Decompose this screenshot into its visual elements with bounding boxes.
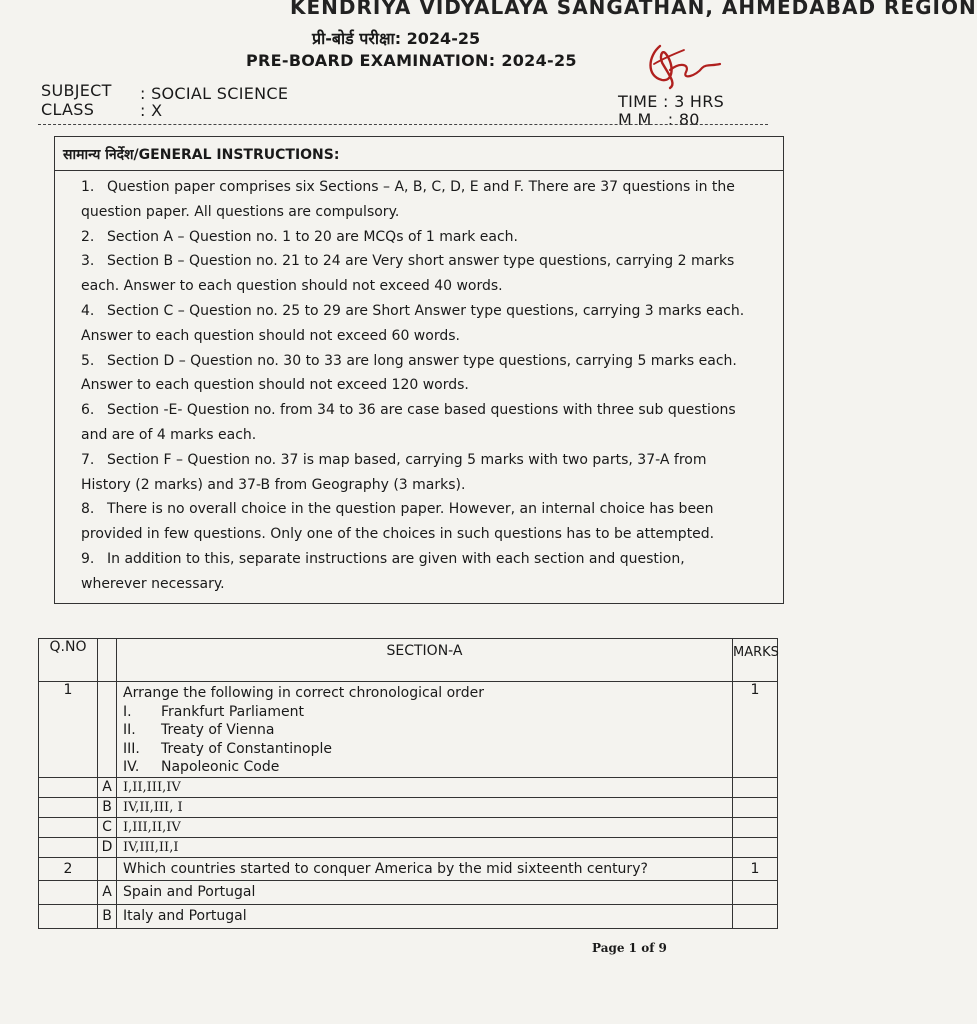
time-label: TIME : 3 HRS <box>618 92 725 111</box>
instructions-heading: सामान्य निर्देश/GENERAL INSTRUCTIONS: <box>55 137 783 171</box>
question-number: 1 <box>39 682 98 778</box>
option-text: I,II,III,IV <box>117 777 733 797</box>
section-header: SECTION-A <box>117 639 733 682</box>
option-row <box>39 797 778 817</box>
instruction-item: 2. Section A – Question no. 1 to 20 are MCQs of 1 mark each. <box>81 228 518 245</box>
list-item: II. Treaty of Vienna <box>123 722 275 738</box>
option-key: D <box>98 837 117 857</box>
exam-title: PRE-BOARD EXAMINATION: 2024-25 <box>246 51 577 70</box>
signature <box>640 36 730 92</box>
instruction-item: 7. Section F – Question no. 37 is map based, carrying 5 marks with two parts, 37-A from History (2 marks) and 37-B from Geography (3 marks). <box>81 451 707 493</box>
option-row <box>39 817 778 837</box>
marks-header: MARKS <box>733 639 778 682</box>
question-text: Arrange the following in correct chronological order I. Frankfurt Parliament II. Treaty of Vienna III. Treaty of Constantinople IV. Napoleonic Code <box>117 682 733 778</box>
max-marks: M M : 80 <box>618 110 700 129</box>
question-number: 2 <box>39 857 98 880</box>
instructions-box <box>54 136 784 604</box>
option-key: B <box>98 797 117 817</box>
option-key: C <box>98 817 117 837</box>
question-row <box>39 857 778 880</box>
class-label: CLASS <box>41 100 95 119</box>
region-header: KENDRIYA VIDYALAYA SANGATHAN, AHMEDABAD REGION <box>290 0 977 19</box>
question-row <box>39 682 778 778</box>
option-key: A <box>98 880 117 904</box>
instruction-item: 3. Section B – Question no. 21 to 24 are Very short answer type questions, carrying 2 marks each. Answer to each question should not exceed 40 words. <box>81 253 735 295</box>
subject-value: : SOCIAL SCIENCE <box>140 84 289 103</box>
instruction-item: 6. Section -E- Question no. from 34 to 36 are case based questions with three sub questions and are of 4 marks each. <box>81 402 736 443</box>
question-marks: 1 <box>733 682 778 778</box>
option-row <box>39 880 778 904</box>
option-row <box>39 904 778 928</box>
option-key: A <box>98 777 117 797</box>
question-marks: 1 <box>733 857 778 880</box>
instruction-item: 4. Section C – Question no. 25 to 29 are Short Answer type questions, carrying 3 marks each. Answer to each question should not exceed 60 words. <box>81 302 745 344</box>
option-row <box>39 837 778 857</box>
hindi-exam-title: प्री-बोर्ड परीक्षा: 2024-25 <box>312 29 481 48</box>
header-divider <box>38 124 768 125</box>
option-row <box>39 777 778 797</box>
option-key: B <box>98 904 117 928</box>
instruction-item: 8. There is no overall choice in the question paper. However, an internal choice has been provided in few questions. Only one of the choices in such questions has to be attempted. <box>81 501 715 543</box>
list-item: IV. Napoleonic Code <box>123 759 280 775</box>
instructions-list <box>81 175 751 597</box>
page-number: Page 1 of 9 <box>592 941 667 955</box>
instruction-item: 9. In addition to this, separate instructions are given with each section and question, wherever necessary. <box>81 550 685 592</box>
table-header-row <box>39 639 778 682</box>
question-text: Which countries started to conquer America by the mid sixteenth century? <box>117 857 733 880</box>
class-value: : X <box>140 101 163 120</box>
list-item: III. Treaty of Constantinople <box>123 740 332 757</box>
option-text: Spain and Portugal <box>117 880 733 904</box>
subject-label: SUBJECT <box>41 81 112 100</box>
list-item: I. Frankfurt Parliament <box>123 703 304 720</box>
qno-header: Q.NO <box>39 639 98 682</box>
instruction-item: 5. Section D – Question no. 30 to 33 are long answer type questions, carrying 5 marks each. Answer to each question should not exceed 120 words. <box>81 352 737 394</box>
option-text: IV,II,III, I <box>117 797 733 817</box>
question-table <box>38 638 778 929</box>
instruction-item: 1. Question paper comprises six Sections – A, B, C, D, E and F. There are 37 questions in the question paper. All questions are compulsory. <box>81 179 735 220</box>
option-text: I,III,II,IV <box>117 817 733 837</box>
option-text: Italy and Portugal <box>117 904 733 928</box>
option-text: IV,III,II,I <box>117 837 733 857</box>
